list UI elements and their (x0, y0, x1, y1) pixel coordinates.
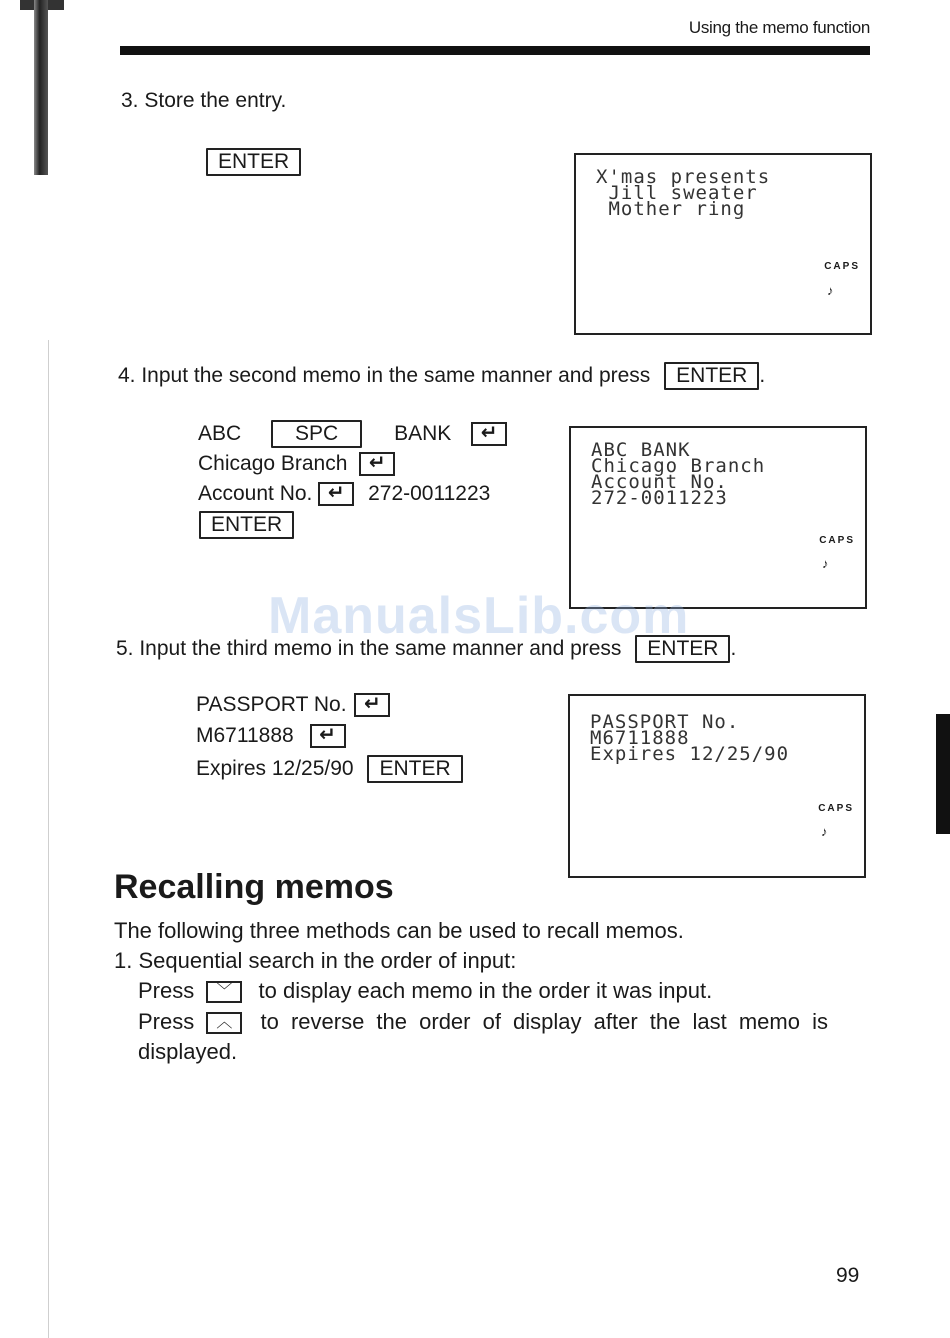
recall-intro: The following three methods can be used to recall memos. (114, 918, 684, 943)
note-icon: ♪ (821, 824, 828, 839)
note-icon: ♪ (822, 556, 829, 571)
running-header: Using the memo function (688, 18, 870, 37)
memo-text: Account No. (198, 482, 313, 505)
memo-text: PASSPORT No. (196, 693, 347, 716)
press-text: Press (138, 1009, 195, 1034)
header-rule (120, 46, 870, 55)
memo-text: M6711888 (196, 724, 294, 747)
step-3-text: 3. Store the entry. (121, 89, 287, 112)
step-5-instruction: 5. Input the third memo in the same manner and press (116, 637, 622, 660)
enter-key-icon (318, 482, 354, 506)
memo-3-line-1 (196, 693, 390, 717)
enter-key-icon (354, 693, 390, 717)
down-arrow-key-icon: ﹀ (206, 981, 242, 1003)
recall-press-up-cont: displayed. (138, 1039, 238, 1064)
caps-indicator: CAPS (819, 535, 855, 546)
memo-2-enter (199, 511, 294, 539)
caps-indicator: CAPS (818, 803, 854, 814)
enter-key-icon (359, 452, 395, 476)
press-text: Press (138, 978, 195, 1003)
recall-item-1: 1. Sequential search in the order of input: (114, 948, 517, 973)
watermark: ManualsLib.com (268, 587, 690, 645)
binding-edge-shadow (34, 0, 48, 175)
enter-key-label: ENTER (199, 511, 294, 539)
memo-text: Expires 12/25/90 (196, 757, 354, 780)
recall-press-down (138, 978, 712, 1004)
enter-key-label: ENTER (635, 635, 730, 663)
lcd-display-2 (569, 426, 867, 609)
lcd-display-3-text: PASSPORT No. M6711888 Expires 12/25/90 (590, 711, 790, 765)
enter-key-label: ENTER (367, 755, 462, 783)
memo-3-line-3 (196, 755, 463, 783)
press-text: to display each memo in the order it was input. (258, 978, 713, 1003)
lcd-display-1-text: X'mas presents Jill sweater Mother ring (596, 166, 771, 220)
press-text: to reverse the order of display after the last memo is (260, 1009, 828, 1034)
lcd-display-3 (568, 694, 866, 878)
enter-key-icon (471, 422, 507, 446)
section-title: Recalling memos (114, 868, 394, 906)
binding-line (48, 340, 49, 1338)
spc-key-label: SPC (271, 420, 362, 448)
memo-text: BANK (394, 422, 452, 445)
page-number: 99 (836, 1264, 860, 1287)
step-4-instruction: 4. Input the second memo in the same manner and press (118, 364, 651, 387)
lcd-display-1 (574, 153, 872, 335)
lcd-display-2-text: ABC BANK Chicago Branch Account No. 272-0011223 (591, 439, 766, 509)
step-4-text: 4. Input the second memo in the same manner and press ENTER . (118, 362, 765, 390)
step-3-enter-key (206, 148, 301, 176)
memo-text: Chicago Branch (198, 452, 348, 475)
up-arrow-key-icon: ︿ (206, 1012, 242, 1034)
section-thumb-tab (936, 714, 950, 834)
memo-3-line-2 (196, 724, 346, 748)
recall-press-up (138, 1009, 862, 1035)
enter-key-label: ENTER (664, 362, 759, 390)
enter-key-label: ENTER (206, 148, 301, 176)
memo-2-line-2 (198, 452, 395, 476)
enter-key-icon (310, 724, 346, 748)
caps-indicator: CAPS (824, 261, 860, 272)
memo-2-line-3 (198, 482, 490, 506)
note-icon: ♪ (827, 283, 834, 298)
memo-2-line-1 (198, 420, 507, 448)
step-5-text: 5. Input the third memo in the same manner and press ENTER . (116, 635, 736, 663)
memo-text: 272-0011223 (368, 482, 491, 505)
memo-text: ABC (198, 422, 242, 445)
